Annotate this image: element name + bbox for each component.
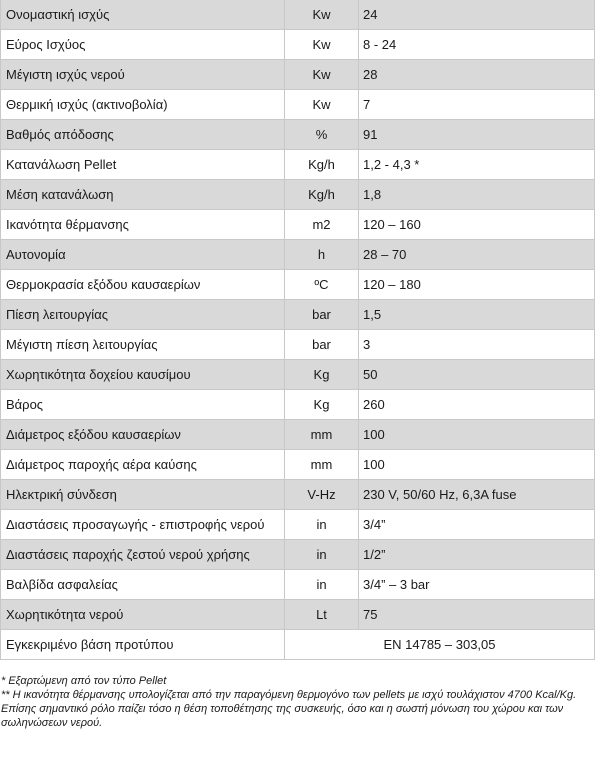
- value-cell: 28 – 70: [359, 240, 595, 270]
- value-cell: 3/4” – 3 bar: [359, 570, 595, 600]
- footnotes: [0, 674, 591, 730]
- table-row: [1, 240, 595, 270]
- table-row: [1, 300, 595, 330]
- unit-cell: m2: [285, 210, 359, 240]
- param-cell: Εγκεκριμένο βάση προτύπου: [1, 630, 285, 660]
- unit-cell: Kw: [285, 60, 359, 90]
- param-cell: Θερμική ισχύς (ακτινοβολία): [1, 90, 285, 120]
- table-row: [1, 510, 595, 540]
- footnote-1: * Εξαρτώμενη από τον τύπο Pellet: [1, 675, 167, 687]
- unit-cell: Kg: [285, 390, 359, 420]
- unit-cell: mm: [285, 420, 359, 450]
- unit-cell: in: [285, 540, 359, 570]
- value-cell: 1/2”: [359, 540, 595, 570]
- unit-cell: Kg/h: [285, 180, 359, 210]
- value-cell: 100: [359, 420, 595, 450]
- value-cell: 75: [359, 600, 595, 630]
- table-row: [1, 210, 595, 240]
- unit-cell: Kg: [285, 360, 359, 390]
- param-cell: Βάρος: [1, 390, 285, 420]
- param-cell: Θερμοκρασία εξόδου καυσαερίων: [1, 270, 285, 300]
- param-cell: Διάμετρος παροχής αέρα καύσης: [1, 450, 285, 480]
- unit-cell: ºC: [285, 270, 359, 300]
- unit-cell: Kw: [285, 90, 359, 120]
- param-cell: Ικανότητα θέρμανσης: [1, 210, 285, 240]
- value-cell: 120 – 180: [359, 270, 595, 300]
- param-cell: Χωρητικότητα δοχείου καυσίμου: [1, 360, 285, 390]
- param-cell: Εύρος Ισχύος: [1, 30, 285, 60]
- value-cell: 1,8: [359, 180, 595, 210]
- param-cell: Πίεση λειτουργίας: [1, 300, 285, 330]
- value-cell: 91: [359, 120, 595, 150]
- value-cell: 260: [359, 390, 595, 420]
- value-cell: 120 – 160: [359, 210, 595, 240]
- unit-cell: V-Hz: [285, 480, 359, 510]
- table-row: [1, 60, 595, 90]
- value-cell: 1,2 - 4,3 *: [359, 150, 595, 180]
- table-row: [1, 90, 595, 120]
- unit-cell: in: [285, 510, 359, 540]
- param-cell: Ονομαστική ισχύς: [1, 0, 285, 30]
- param-cell: Μέγιστη πίεση λειτουργίας: [1, 330, 285, 360]
- value-cell: 100: [359, 450, 595, 480]
- standard-value-cell: EN 14785 – 303,05: [285, 630, 595, 660]
- table-row: [1, 150, 595, 180]
- table-row: [1, 30, 595, 60]
- table-row: [1, 330, 595, 360]
- footnote-2: ** Η ικανότητα θέρμανσης υπολογίζεται από την παραγόμενη θερμογόνο των pellets με ισχύ τουλάχιστον 4700 Kcal/Kg. Επίσης σημαντικό ρόλο παίζει τόσο η θέση τοποθέτησης της συσκευής, όσο και η σωστή μόνωση του χώρου και των σωληνώσεων νερού.: [1, 689, 577, 729]
- unit-cell: %: [285, 120, 359, 150]
- param-cell: Βαθμός απόδοσης: [1, 120, 285, 150]
- unit-cell: h: [285, 240, 359, 270]
- value-cell: 3: [359, 330, 595, 360]
- param-cell: Χωρητικότητα νερού: [1, 600, 285, 630]
- unit-cell: in: [285, 570, 359, 600]
- unit-cell: Kw: [285, 0, 359, 30]
- unit-cell: bar: [285, 330, 359, 360]
- param-cell: Ηλεκτρική σύνδεση: [1, 480, 285, 510]
- value-cell: 7: [359, 90, 595, 120]
- unit-cell: Kg/h: [285, 150, 359, 180]
- param-cell: Βαλβίδα ασφαλείας: [1, 570, 285, 600]
- table-row: [1, 0, 595, 30]
- param-cell: Μέγιστη ισχύς νερού: [1, 60, 285, 90]
- table-row: [1, 450, 595, 480]
- table-row: [1, 480, 595, 510]
- table-row: [1, 390, 595, 420]
- param-cell: Διάμετρος εξόδου καυσαερίων: [1, 420, 285, 450]
- table-row: [1, 360, 595, 390]
- param-cell: Κατανάλωση Pellet: [1, 150, 285, 180]
- param-cell: Αυτονομία: [1, 240, 285, 270]
- unit-cell: Kw: [285, 30, 359, 60]
- table-row: [1, 570, 595, 600]
- value-cell: 3/4”: [359, 510, 595, 540]
- unit-cell: Lt: [285, 600, 359, 630]
- value-cell: 28: [359, 60, 595, 90]
- unit-cell: bar: [285, 300, 359, 330]
- table-row: [1, 600, 595, 630]
- param-cell: Διαστάσεις προσαγωγής - επιστροφής νερού: [1, 510, 285, 540]
- value-cell: 1,5: [359, 300, 595, 330]
- table-row: [1, 180, 595, 210]
- value-cell: 230 V, 50/60 Hz, 6,3A fuse: [359, 480, 595, 510]
- table-row: [1, 120, 595, 150]
- param-cell: Μέση κατανάλωση: [1, 180, 285, 210]
- unit-cell: mm: [285, 450, 359, 480]
- table-row: [1, 420, 595, 450]
- param-cell: Διαστάσεις παροχής ζεστού νερού χρήσης: [1, 540, 285, 570]
- table-row: [1, 270, 595, 300]
- value-cell: 24: [359, 0, 595, 30]
- specifications-table-body: [1, 0, 595, 660]
- table-row-standard: [1, 630, 595, 660]
- value-cell: 50: [359, 360, 595, 390]
- value-cell: 8 - 24: [359, 30, 595, 60]
- table-row: [1, 540, 595, 570]
